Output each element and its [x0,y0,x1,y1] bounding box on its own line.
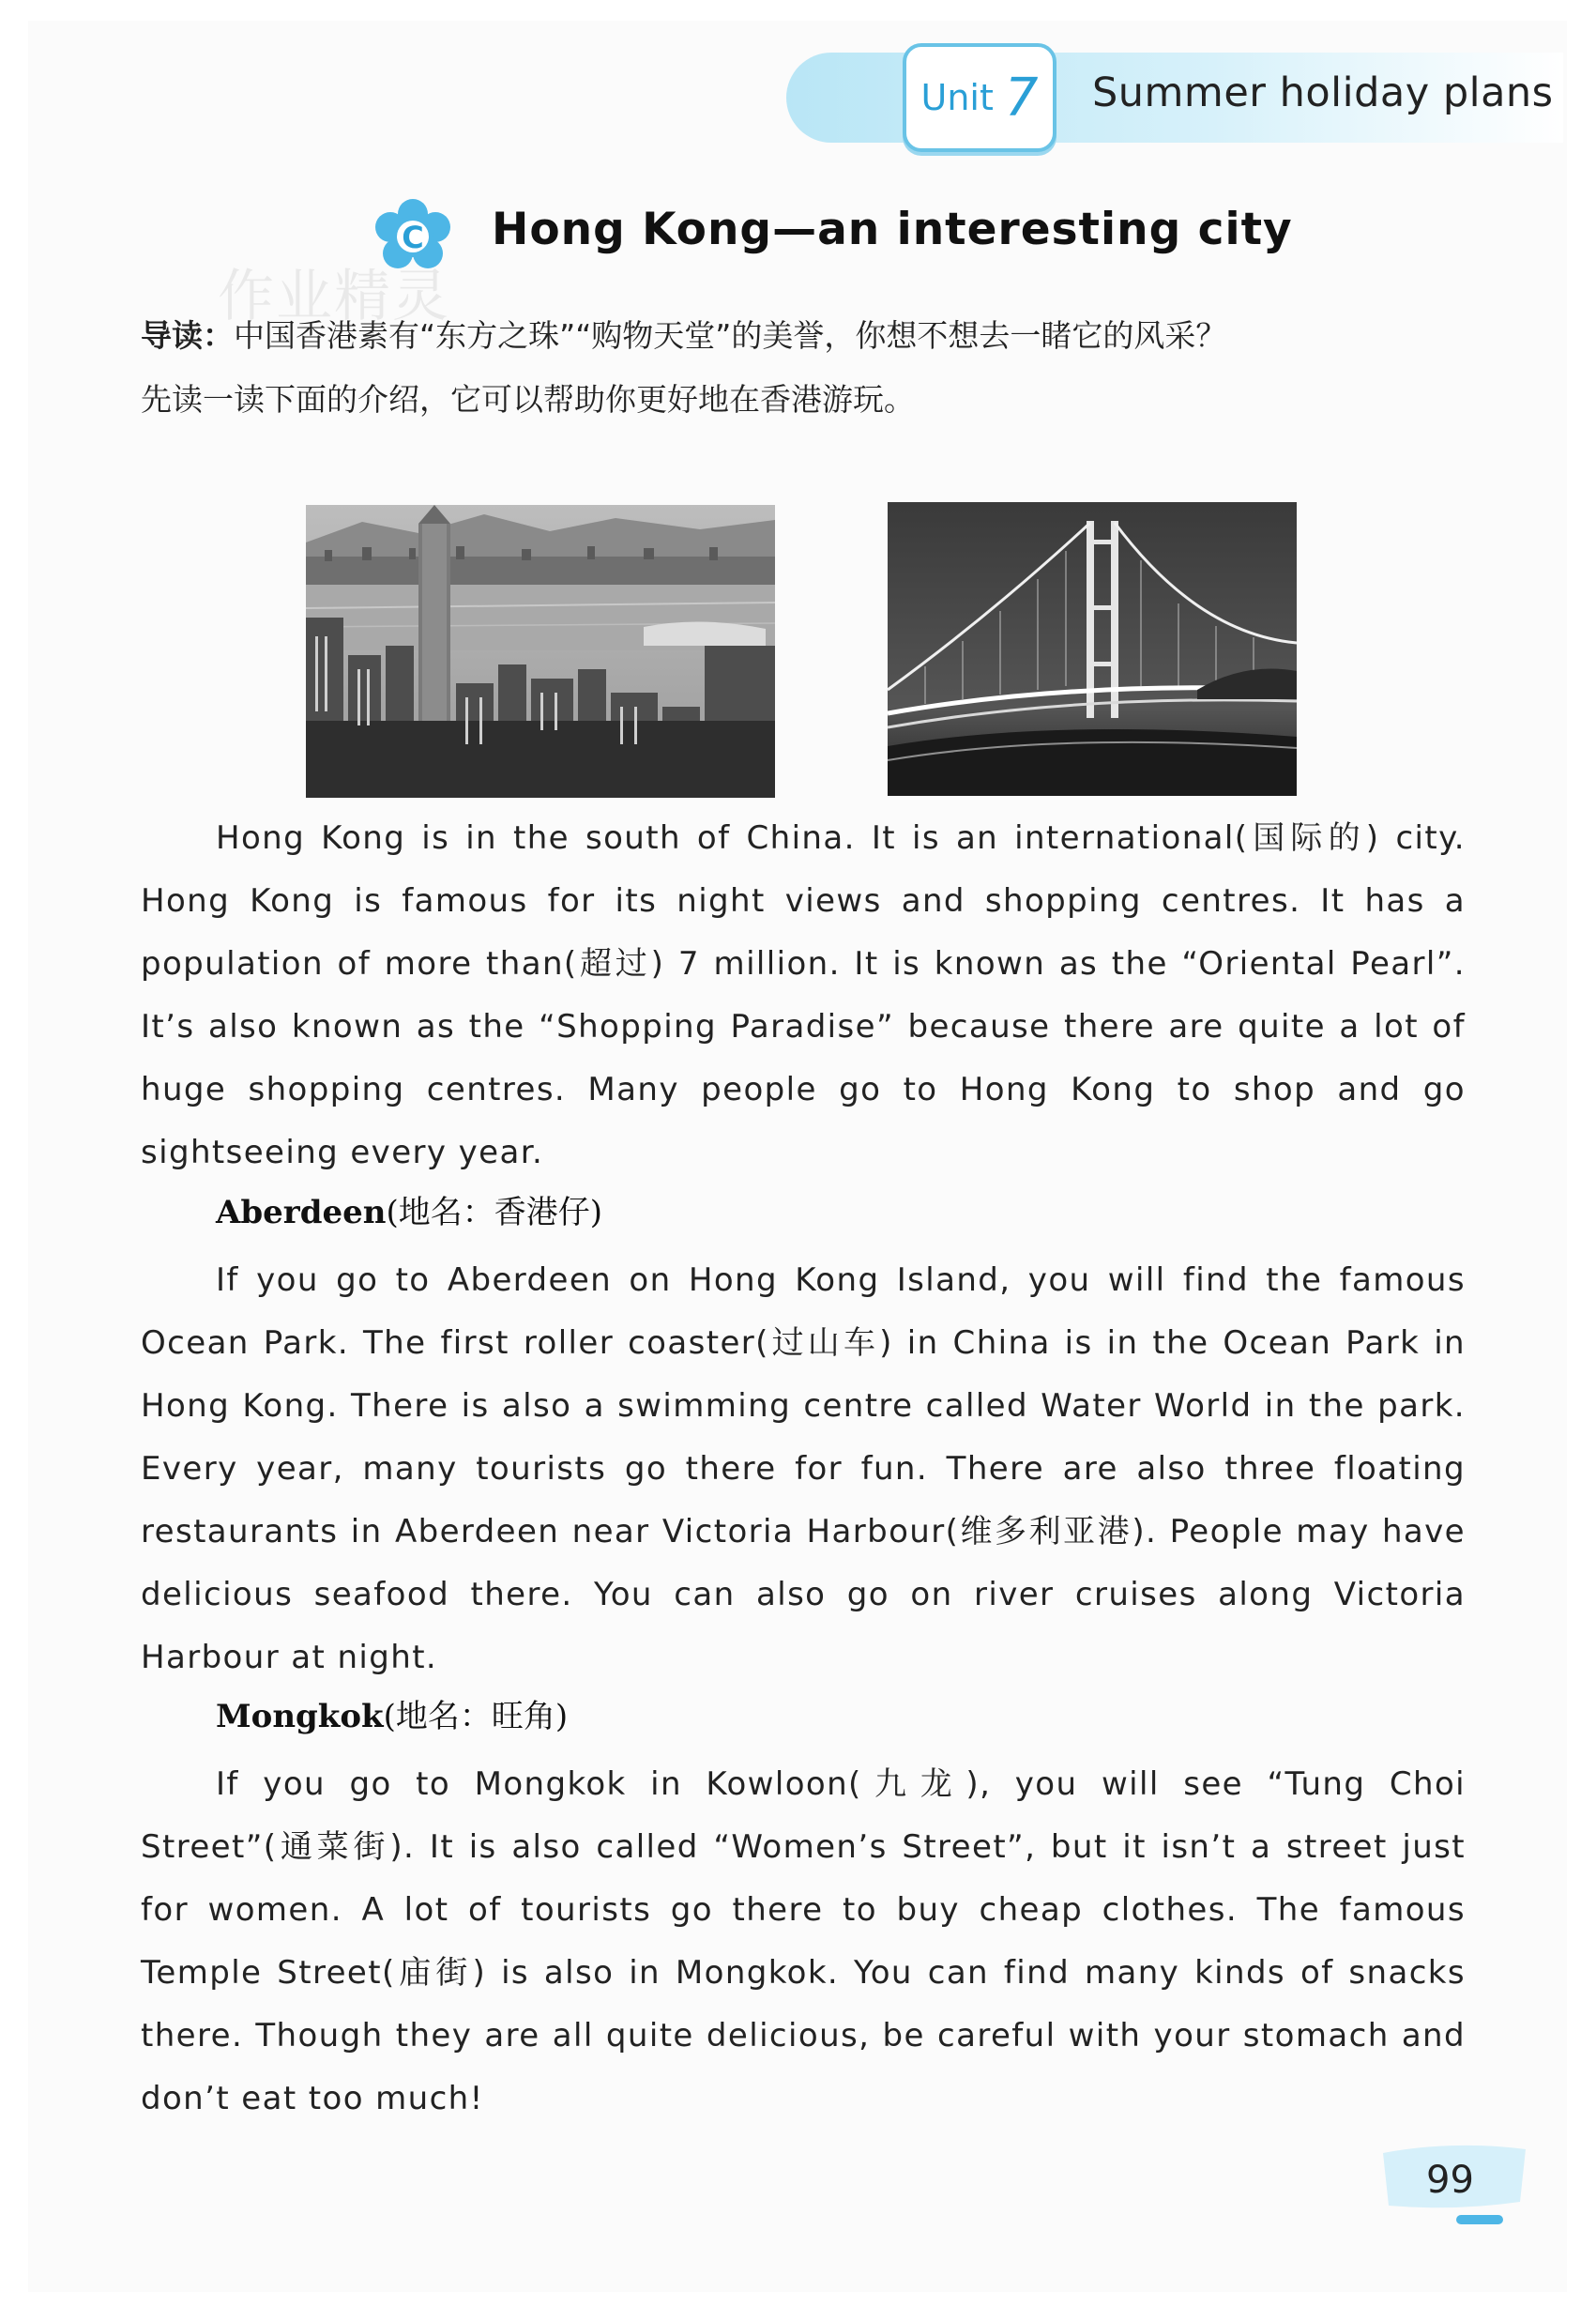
section-title: Hong Kong—an interesting city [492,204,1293,255]
intro-line-2: 先读一读下面的介绍，它可以帮助你更好地在香港游玩。 [141,381,915,418]
subheading-mongkok [216,1690,568,1736]
paragraph-mongkok: If you go to Mongkok in Kowloon(九龙), you will see “Tung Choi Street”(通菜街). It is also called “Women’s Street”, but it isn’t a street just for women. A lot of tourists go there to buy cheap clothes. The famous Temple Street(庙街) is also in Mongkok. You can find many kinds of snacks there. Though they are all quite delicious, be careful with your stomach and don’t eat too much! [141,1765,1466,2117]
intro-line-1: 中国香港素有“东方之珠”“购物天堂”的美誉，你想不想去一睹它的风采？ [234,317,1227,354]
section-badge-letter: C [402,220,424,255]
unit-title: Summer holiday plans [1092,69,1554,116]
subheading-aberdeen-title: Aberdeen [216,1194,387,1231]
intro-lead: 导读： [141,317,234,354]
tsing-ma-bridge-photo [888,502,1297,796]
unit-badge [903,43,1056,152]
subheading-mongkok-title: Mongkok [216,1698,384,1735]
intro-note [141,304,1473,432]
subheading-mongkok-note: (地名：旺角) [383,1698,569,1735]
page-number: 99 [1426,2159,1474,2202]
hong-kong-skyline-photo [306,505,775,798]
paragraph-introduction: Hong Kong is in the south of China. It is an international(国际的) city. Hong Kong is famous for its night views and shopping centres. It has a population of more than(超过) 7 million. It is known as the “Oriental Pearl”. It’s also known as the “Shopping Paradise” because there are quite a lot of huge shopping centres. Many people go to Hong Kong to shop and go sightseeing every year. [141,819,1466,1171]
watermark-text: 作业精灵 [218,264,450,329]
subheading-aberdeen-note: (地名：香港仔) [386,1194,602,1231]
unit-word: Unit [920,77,994,118]
paragraph-aberdeen: If you go to Aberdeen on Hong Kong Island, you will find the famous Ocean Park. The first roller coaster(过山车) in China is in the Ocean Park in Hong Kong. There is also a swimming centre called Water World in the park. Every year, many tourists go there for fun. There are also three floating restaurants in Aberdeen near Victoria Harbour(维多利亚港). People may have delicious seafood there. You can also go on river cruises along Victoria Harbour at night. [141,1261,1466,1676]
subheading-aberdeen [216,1186,602,1232]
unit-number: 7 [1004,67,1039,129]
